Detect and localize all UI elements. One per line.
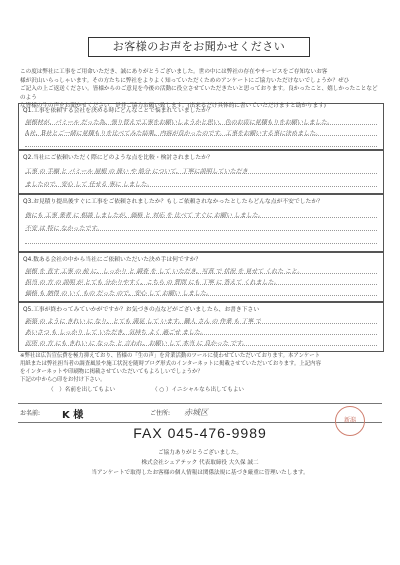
question-box-q2 [18,150,384,194]
answer-line: ましたので、安心 して 任せる 事に しました。 [25,181,153,188]
question-box-q1 [18,103,384,150]
page-title: お客様のお声をお聞かせください [88,37,310,57]
question-box-q4 [18,252,384,302]
intro-line: 様が沢山いらっしゃいます。その方たちに弊社をよりよく知っていただくためのアンケートにご協力いただけないでしょうか？ぜひ [20,77,350,84]
question-label: Q3.お見積り提出後すぐに工事をご依頼されましたか？もしご依頼されなかったとしたらどんな点が不安でしたか？ [23,199,323,205]
answer-line: A社、B社とご一緒に見積もりを比べてみた結果、内容が良かったのです。工事をお願いする事に決めました。 [25,130,322,137]
address-label: ご住所: [150,410,171,417]
question-label: Q1.工事を依頼する会社を決める時にどんなことで悩まれていましたか？ [23,108,213,114]
answer-line: 不安 は 特に なかったです。 [25,225,103,232]
question-box-q3 [18,194,384,252]
question-label: Q5.工事が終わってみていかがですか？お気づきの点などがございましたら、お書き下さい [23,307,260,313]
answer-line: 工事 の 手順 と パミール 屋根 の 扱い や 処分 について、丁寧に説明していただき [25,168,248,175]
footer-thanks: ご協力ありがとうございました。 [158,450,242,456]
answer-line: 屋根 を 直す 工事 の 前 に、しっかり と 調査 を して いただき、写真 で 状況 を 見せて くれた こと。 [25,268,304,275]
consent-option-name[interactable]: （ ）名前を出してもよい [48,387,116,393]
name-label: お名前: [20,410,41,417]
consent-option-initial[interactable]: （ ○ ）イニシャルなら出してもよい [152,387,245,393]
notice-line: 下記の中から○印をお付け下さい。 [20,377,106,383]
name-value[interactable]: K 様 [62,410,84,421]
intro-line: な皆様の生の声をお聞かせください。是非ご協力お願い致します。(出来るだけ具体的に書いていただけますと助かります) [20,103,326,109]
stamp-label: 新潟 [343,417,356,424]
notice-line: ※弊社は広告宣伝費を極力抑えており、皆様の「生の声」を営業活動のツールに使わせていただいております。本アンケート [20,353,321,359]
answer-line: あいさつ も しっかり して いただき、気持ち よく 過ごせ ました。 [25,329,207,336]
answer-line: 近所 の 方 にも きれい に なった と 言われ、お願い して 本当 に 良かった です。 [25,340,248,347]
answer-line: 他にも 工事 業者 に 相談 しましたが、価格 と 対応 を 比べて すぐに お願い しました。 [25,212,264,219]
intro-line: ご記入の上ご返送ください。皆様からのご意見を今後の活動に役立させていただきたいと思っております。良かったこと、嬉しかったことなどのよう [20,86,378,101]
notice-text [20,352,380,384]
answer-line: 価格 も 納得 の いく もの だった ので、安心 して お願い しました。 [25,290,212,297]
notice-line: 用紙または弊社担当者の調査風景や施工状況を随時ブログ形式のインターネットに掲載させていただいております。上記内容 [20,361,321,367]
fax-number: FAX 045-476-9989 [133,425,267,441]
answer-line: 新築 の ように きれい に なり、とても 満足 して います。職人 さん の 作業 も 丁寧 で [25,318,262,325]
notice-line: をインターネットや印刷物に掲載させていただいてもよろしいでしょうか？ [20,369,203,375]
answer-line: 担当 の 方 の 説明 が とても 分かりやすく、こちら の 質問 にも 丁寧 に 答えて くれました。 [25,279,280,286]
question-box-q5 [18,302,384,352]
address-value[interactable]: 赤城区 [184,408,208,417]
question-label: Q2.当社にご依頼いただく際にどのような点を比較・検討されましたか？ [23,155,213,161]
question-label: Q4.数ある会社の中から当社にご依頼いただいた決め手は何ですか？ [23,257,202,263]
customer-info-row [18,403,382,423]
footer-company: 株式会社シェアテック 代表取締役 大久保 誠二 [141,460,259,466]
intro-line: この度は弊社に工事をご用命いただき、誠にありがとうございました。世の中には弊社の存在やサービスをご存知ないお客 [20,69,328,75]
answer-line: 屋根材が、パミール だった為、張り替えで工事をお願いしようかと思い、色のお店に見積もりをお願いしました。 [25,119,333,126]
footer-privacy: 当アンケートで取得したお客様の個人情報は関係法規に基づき厳重に管理いたします。 [91,470,309,476]
